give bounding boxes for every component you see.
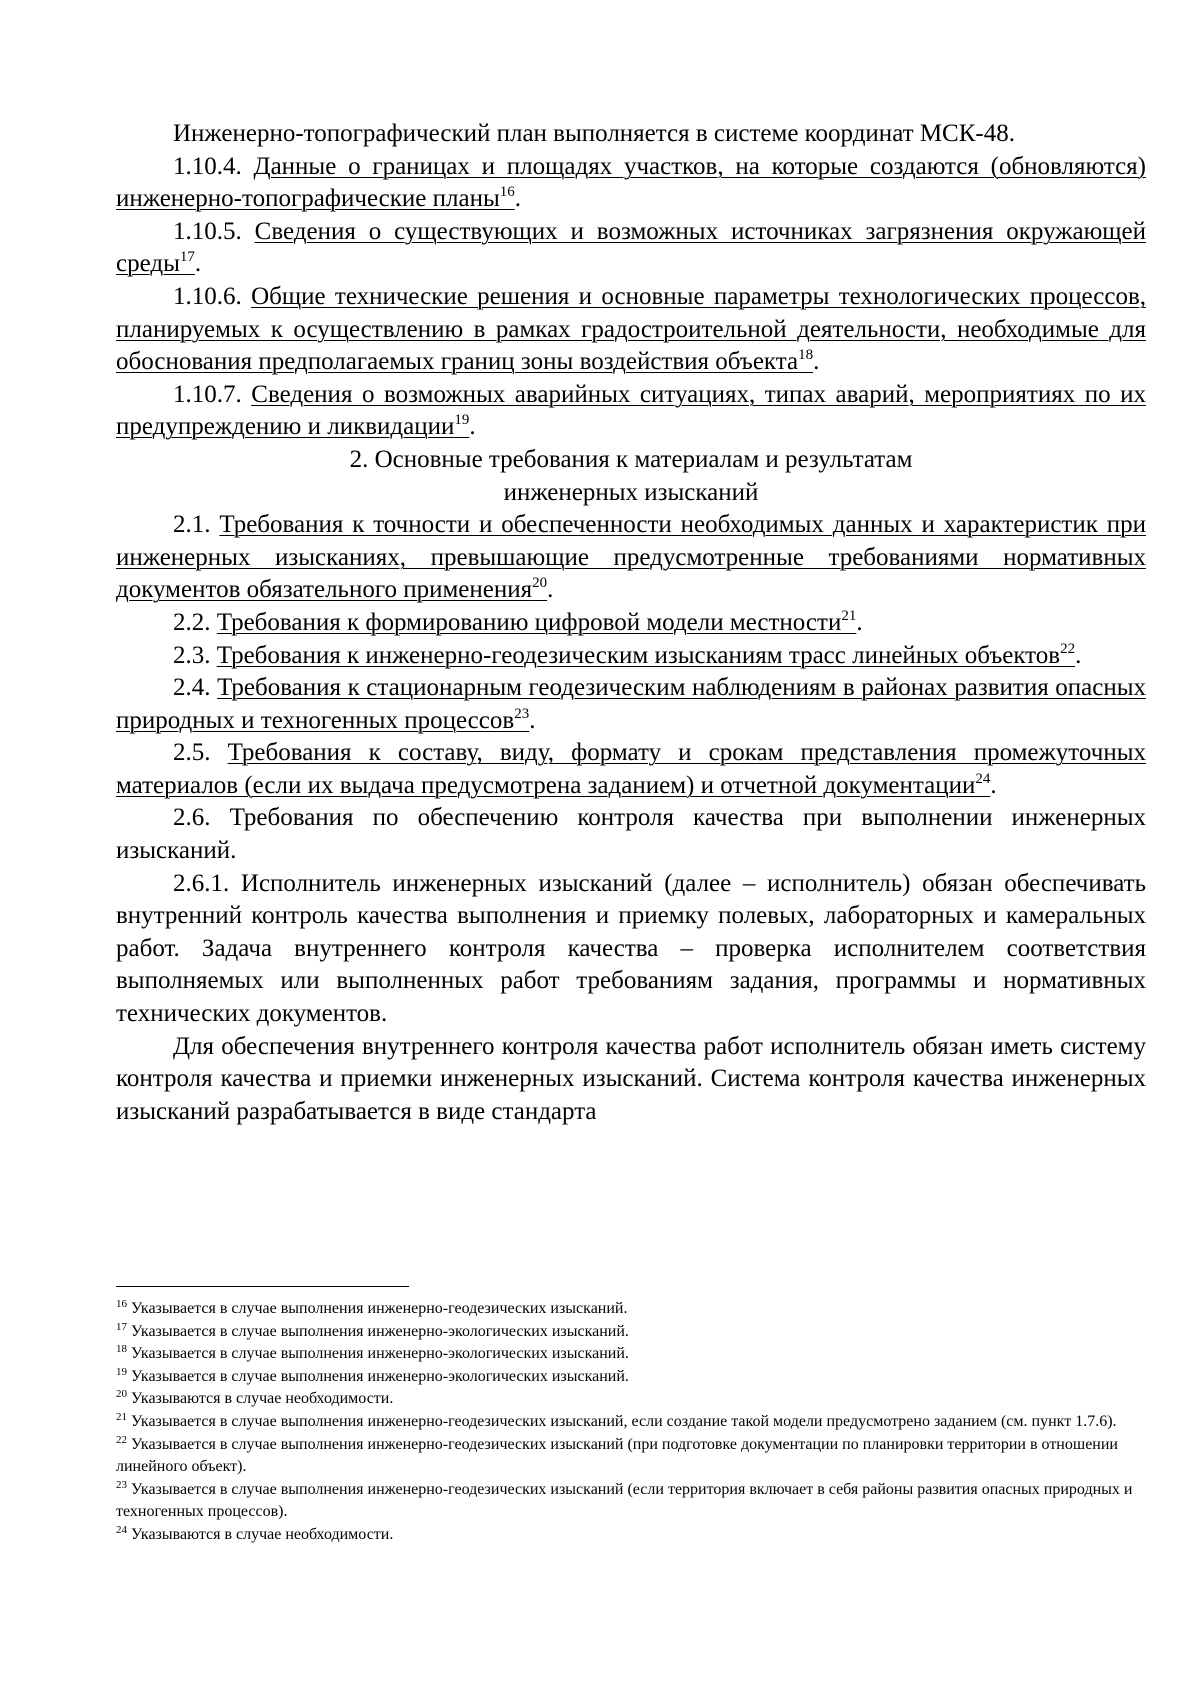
item-end: .: [1075, 641, 1082, 669]
footnote-ref: 23: [514, 705, 530, 722]
item-text-content: Сведения о существующих и возможных источниках загрязнения окружающей среды: [116, 217, 1147, 278]
item-end: .: [990, 771, 997, 799]
item-text: [116, 511, 1146, 603]
item-end: .: [856, 608, 863, 636]
footnote-21: [116, 1411, 1146, 1434]
item-end: .: [514, 185, 522, 213]
footnote-text: Указывается в случае выполнения инженерно-геодезических изысканий (если территория включает в себя районы развития опасных природных и техногенных процессов).: [116, 1480, 1133, 1521]
item-text: [116, 674, 1146, 734]
footnote-number: 18: [116, 1343, 127, 1356]
paragraph-2-5: [116, 737, 1146, 802]
footnote-number: 23: [116, 1478, 127, 1491]
item-number: 2.4.: [173, 674, 218, 702]
footnote-ref: 24: [975, 770, 991, 787]
item-text: [217, 609, 857, 636]
footnote-17: [116, 1321, 1146, 1344]
item-text-content: Требования к инженерно-геодезическим изысканиям трасс линейных объектов: [216, 641, 1061, 669]
footnote-ref: 16: [499, 184, 515, 201]
item-end: .: [529, 706, 536, 734]
footnote-16: [116, 1298, 1146, 1321]
footnote-ref: 18: [798, 347, 814, 364]
section-heading-line2: инженерных изысканий: [503, 478, 759, 506]
paragraph-2-2: [116, 607, 1146, 640]
footnote-ref: 21: [841, 607, 857, 624]
footnote-19: [116, 1366, 1146, 1389]
paragraph-2-1: [116, 509, 1146, 607]
item-number: 1.10.5.: [173, 217, 255, 245]
footnote-24: [116, 1524, 1146, 1547]
main-text: [116, 118, 1146, 1128]
item-end: .: [813, 348, 820, 376]
footnote-number: 24: [116, 1523, 127, 1536]
footnote-18: [116, 1343, 1146, 1366]
paragraph-2-3: [116, 640, 1146, 673]
item-number: 1.10.6.: [173, 282, 252, 310]
footnotes: [116, 1298, 1146, 1547]
footnote-ref: 22: [1060, 640, 1076, 657]
item-number: 2.1.: [173, 511, 220, 539]
footnote-number: 17: [116, 1320, 127, 1333]
paragraph-1-10-7: [116, 379, 1146, 444]
footnote-23: [116, 1479, 1146, 1524]
item-text: [217, 642, 1075, 669]
footnote-number: 19: [116, 1365, 127, 1378]
footnote-text: Указываются в случае необходимости.: [127, 1390, 394, 1408]
footnote-20: [116, 1388, 1146, 1411]
item-text-content: Сведения о возможных аварийных ситуациях, типах аварий, мероприятиях по их предупреждению и ликвидации: [116, 380, 1146, 441]
footnote-number: 22: [116, 1433, 127, 1446]
item-end: .: [547, 576, 554, 604]
footnote-ref: 17: [179, 249, 195, 266]
footnote-text: Указываются в случае необходимости.: [127, 1525, 394, 1543]
paragraph-1-10-5: [116, 216, 1146, 281]
paragraph-last: Для обеспечения внутреннего контроля качества работ исполнитель обязан иметь систему контроля качества и приемки инженерных изысканий. Система контроля качества инженерных изысканий разрабатывается в виде стандарта: [116, 1032, 1146, 1125]
item-text: [116, 283, 1146, 375]
paragraph-2-6-1: 2.6.1. Исполнитель инженерных изысканий (далее – исполнитель) обязан обеспечивать внутренний контроль качества выполнения и приемку полевых, лабораторных и камеральных работ. Задача внутреннего контроля качества – проверка исполнителем соответствия выполняемых или выполненных работ требованиям задания, программы и нормативных технических документов.: [116, 869, 1146, 1028]
footnote-text: Указывается в случае выполнения инженерно-геодезических изысканий (при подготовке документации по планировки территории в отношении линейного объект).: [116, 1435, 1118, 1476]
item-text-content: Требования к стационарным геодезическим наблюдениям в районах развития опасных природных и техногенных процессов: [116, 674, 1146, 734]
section-heading-line1: 2. Основные требования к материалам и результатам: [349, 445, 913, 473]
item-text-content: Требования к формированию цифровой модели местности: [216, 608, 842, 636]
item-number: 2.5.: [173, 739, 228, 767]
item-number: 2.3.: [173, 641, 217, 669]
footnote-separator: [116, 1286, 409, 1287]
footnote-number: 16: [116, 1298, 127, 1310]
item-text-content: Общие технические решения и основные параметры технологических процессов, планируемых к осуществлению в рамках градостроительной деятельности, необходимые для обоснования предполагаемых границ зоны воздействия объекта: [116, 282, 1147, 376]
item-number: 1.10.7.: [173, 380, 252, 408]
footnote-number: 20: [116, 1388, 127, 1401]
item-number: 2.2.: [173, 608, 217, 636]
item-end: .: [194, 250, 202, 278]
footnote-ref: 20: [532, 575, 548, 592]
item-text-content: Требования к точности и обеспеченности необходимых данных и характеристик при инженерных изысканиях, превышающие предусмотренные требованиями нормативных документов обязательного применения: [116, 511, 1147, 604]
footnote-number: 21: [116, 1410, 127, 1423]
item-text-content: Данные о границах и площадях участков, на которые создаются (обновляются) инженерно-топографические планы: [116, 152, 1147, 213]
item-text: [116, 153, 1146, 213]
paragraph-1-10-6: [116, 281, 1146, 379]
item-text-content: Требования к составу, виду, формату и срокам представления промежуточных материалов (если их выдача предусмотрена заданием) и отчетной документации: [116, 739, 1146, 799]
paragraph-1-10-4: [116, 151, 1146, 216]
paragraph-2-4: [116, 672, 1146, 737]
footnote-text: Указывается в случае выполнения инженерно-экологических изысканий.: [127, 1322, 629, 1340]
item-text: [116, 218, 1146, 278]
item-end: .: [469, 413, 476, 441]
footnote-22: [116, 1434, 1146, 1479]
footnote-text: Указывается в случае выполнения инженерно-экологических изысканий.: [127, 1345, 629, 1363]
paragraph-2-6: 2.6. Требования по обеспечению контроля качества при выполнении инженерных изысканий.: [116, 804, 1146, 865]
item-text: [116, 381, 1146, 441]
footnote-text: Указывается в случае выполнения инженерно-экологических изысканий.: [127, 1367, 629, 1385]
footnote-text: Указывается в случае выполнения инженерно-геодезических изысканий.: [127, 1300, 628, 1317]
item-number: 1.10.4.: [173, 152, 254, 180]
footnote-ref: 19: [454, 412, 470, 429]
footnote-text: Указывается в случае выполнения инженерно-геодезических изысканий, если создание такой модели предусмотрено заданием (см. пункт 1.7.6).: [127, 1412, 1117, 1430]
paragraph-intro: Инженерно-топографический план выполняется в системе координат МСК-48.: [173, 120, 1015, 147]
